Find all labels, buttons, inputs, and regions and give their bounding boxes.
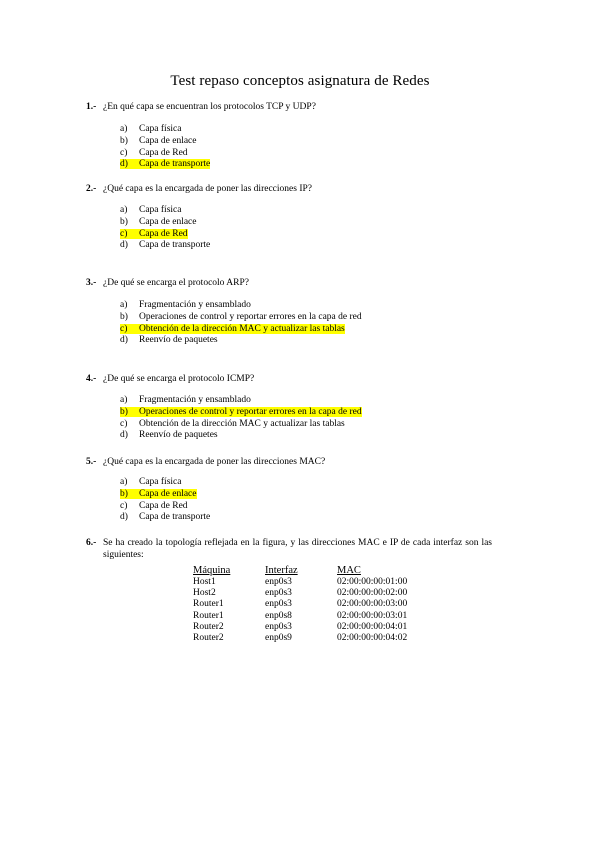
question-4-options (120, 395, 362, 442)
option-b-highlighted: b) Operaciones de control y reportar errores en la capa de red (120, 406, 362, 417)
option-a: a) Fragmentación y ensamblado (120, 300, 251, 310)
question-5 (86, 456, 325, 468)
document-title: Test repaso conceptos asignatura de Redes (170, 73, 430, 89)
question-number: 6.- (86, 538, 97, 548)
question-text: ¿De qué se encarga el protocolo ICMP? (103, 374, 255, 384)
option-c: c) Capa de Red (120, 500, 188, 511)
option-a: a) Fragmentación y ensamblado (120, 395, 251, 405)
table-row (193, 599, 427, 610)
cell-interface: enp0s9 (265, 633, 292, 644)
option-d: d) Capa de transporte (120, 240, 211, 251)
question-5-options (120, 477, 210, 524)
question-number: 2.- (86, 184, 97, 194)
cell-machine: Router2 (193, 633, 224, 644)
table-row (193, 633, 427, 644)
option-b-highlighted: b) Capa de enlace (120, 488, 197, 499)
option-d: d) Capa de transporte (120, 512, 211, 523)
cell-machine: Host1 (193, 577, 216, 587)
option-c: c) Capa de Red (120, 147, 188, 158)
header-mac: MAC (337, 565, 361, 576)
option-c-highlighted: c) Obtención de la dirección MAC y actualizar las tablas (120, 323, 345, 334)
option-d: d) Reenvío de paquetes (120, 335, 218, 346)
option-a: a) Capa física (120, 124, 182, 134)
header-machine: Máquina (193, 565, 231, 576)
question-text: ¿Qué capa es la encargada de poner las direcciones IP? (103, 184, 312, 194)
header-interface: Interfaz (265, 565, 298, 576)
option-d-highlighted: d) Capa de transporte (120, 159, 211, 170)
cell-interface: enp0s3 (265, 588, 292, 599)
table-row (193, 622, 427, 633)
option-c: c) Obtención de la dirección MAC y actualizar las tablas (120, 418, 345, 429)
question-3-options (120, 300, 362, 347)
question-text: ¿De qué se encarga el protocolo ARP? (103, 278, 249, 288)
option-d: d) Reenvío de paquetes (120, 430, 218, 441)
question-number: 3.- (86, 278, 97, 288)
question-2 (86, 183, 312, 195)
table-row (193, 588, 427, 599)
cell-mac: 02:00:00:00:03:01 (337, 610, 408, 621)
cell-machine: Router2 (193, 621, 224, 632)
cell-mac: 02:00:00:00:03:00 (337, 599, 408, 610)
question-2-options (120, 205, 210, 252)
cell-mac: 02:00:00:00:04:02 (337, 633, 408, 644)
table-header-row (193, 565, 427, 577)
question-6 (86, 538, 492, 561)
table-row (193, 611, 427, 622)
table-row (193, 577, 427, 588)
question-number: 4.- (86, 374, 97, 384)
question-1-options (120, 124, 210, 171)
interface-table (193, 565, 427, 644)
cell-mac: 02:00:00:00:04:01 (337, 621, 408, 632)
option-c-highlighted: c) Capa de Red (120, 228, 188, 239)
question-text: ¿Qué capa es la encargada de poner las direcciones MAC? (103, 457, 326, 467)
question-3 (86, 277, 249, 289)
option-a: a) Capa física (120, 205, 182, 215)
question-number: 5.- (86, 457, 97, 467)
question-text: Se ha creado la topología reflejada en la figura, y las direcciones MAC e IP de cada interfaz son las siguientes: (103, 538, 492, 560)
option-b: b) Capa de enlace (120, 216, 197, 227)
question-1 (86, 101, 316, 113)
cell-machine: Router1 (193, 599, 224, 610)
question-number: 1.- (86, 102, 97, 112)
cell-machine: Host2 (193, 588, 216, 599)
cell-machine: Router1 (193, 610, 224, 621)
cell-mac: 02:00:00:00:01:00 (337, 577, 408, 587)
cell-interface: enp0s8 (265, 610, 292, 621)
cell-mac: 02:00:00:00:02:00 (337, 588, 408, 599)
cell-interface: enp0s3 (265, 599, 292, 610)
option-b: b) Operaciones de control y reportar errores en la capa de red (120, 311, 362, 322)
question-4 (86, 373, 254, 385)
cell-interface: enp0s3 (265, 621, 292, 632)
option-b: b) Capa de enlace (120, 135, 197, 146)
option-a: a) Capa física (120, 477, 182, 487)
question-text: ¿En qué capa se encuentran los protocolos TCP y UDP? (103, 102, 316, 112)
cell-interface: enp0s3 (265, 577, 292, 587)
